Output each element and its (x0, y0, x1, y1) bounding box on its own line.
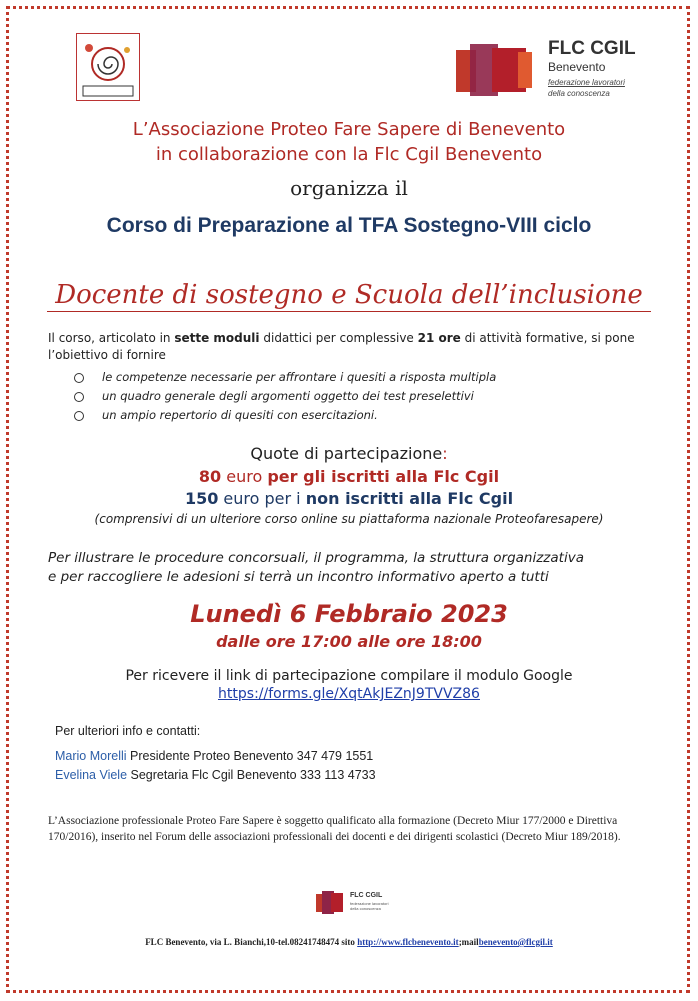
flc-cgil-logo (456, 38, 646, 104)
info-meeting-line-2: e per raccogliere le adesioni si terrà un incontro informativo aperto a tutti (48, 569, 549, 585)
list-item-text: le competenze necessarie per affrontare i quesiti a risposta multipla (102, 370, 497, 384)
fees-title-colon: : (442, 444, 448, 463)
fee-members-amount: 80 (198, 467, 222, 486)
proteo-logo (76, 33, 140, 101)
list-item (74, 406, 634, 425)
fee-members-text: per gli iscritti alla Flc Cgil (267, 467, 500, 486)
association-line-2: in collaborazione con la Flc Cgil Benevento (155, 144, 543, 165)
intro-paragraph (48, 330, 652, 364)
association-line-1: L’Associazione Proteo Fare Sapere di Benevento (132, 119, 566, 140)
flc-tagline-1: federazione lavoratori (548, 78, 625, 87)
course-subtitle: Docente di sostegno e Scuola dell’inclusione (55, 280, 643, 310)
flc-city: Benevento (548, 60, 606, 74)
list-item-text: un quadro generale degli argomenti oggetto dei test preselettivi (102, 389, 474, 403)
contacts-block (55, 722, 615, 785)
mail-link[interactable]: benevento@flcgil.it (478, 937, 553, 947)
link-instructions: Per ricevere il link di partecipazione compilare il modulo Google (125, 668, 573, 684)
fee-non-members (0, 489, 698, 508)
bullet-circle-icon (74, 392, 84, 402)
info-meeting-paragraph (48, 549, 668, 587)
event-date: Lunedì 6 Febbraio 2023 (190, 600, 508, 628)
fee-nonmembers-euro: euro per i (218, 489, 306, 508)
contact-role: Segretaria Flc Cgil Benevento 333 113 4733 (127, 768, 376, 782)
association-heading (0, 117, 698, 167)
contact-role: Presidente Proteo Benevento 347 479 1551 (126, 749, 374, 763)
intro-text-1: Il corso, articolato in (48, 331, 175, 345)
google-form-link[interactable] (0, 686, 698, 702)
bullet-circle-icon (74, 411, 84, 421)
info-meeting-line-1: Per illustrare le procedure concorsuali, il programma, la struttura organizzativa (48, 550, 584, 566)
small-logo-name: FLC CGIL (350, 892, 383, 899)
intro-ore: 21 ore (417, 331, 461, 345)
bullet-circle-icon (74, 373, 84, 383)
contact-row (55, 766, 615, 785)
google-form-url[interactable]: https://forms.gle/XqtAkJEZnJ9TVVZ86 (218, 686, 480, 702)
organizza-text: organizza il (290, 176, 408, 200)
fee-members-euro: euro (221, 467, 268, 486)
list-item-text: un ampio repertorio di quesiti con esercitazioni. (102, 408, 378, 422)
contact-name: Evelina Viele (55, 768, 128, 782)
contacts-title: Per ulteriori info e contatti: (55, 724, 201, 738)
flc-name: FLC CGIL (548, 38, 636, 59)
footer-note: L’Associazione professionale Proteo Fare Sapere è soggetto qualificato alla formazione (Decreto Miur 177/2000 e Direttiva 170/2016), inserito nel Forum delle associazioni professionali dei docenti e dei dirigenti scolastici (Decreto Miur 189/2018). (48, 815, 621, 843)
address-line (0, 937, 698, 947)
small-logo-tag: federazione lavoratori della conoscenza (350, 901, 389, 911)
subtitle-underline (47, 311, 651, 312)
fee-nonmembers-text: non iscritti alla Flc Cgil (305, 489, 514, 508)
site-link[interactable]: http://www.flcbenevento.it (357, 937, 459, 947)
contact-row (55, 747, 615, 766)
intro-moduli: sette moduli (174, 331, 260, 345)
fee-members (0, 467, 698, 486)
fees-title (0, 444, 698, 463)
course-title: Corso di Preparazione al TFA Sostegno-VIII ciclo (106, 214, 592, 237)
list-item (74, 387, 634, 406)
intro-text-3: di attività formative, si pone l’obiettivo di fornire (48, 331, 635, 362)
contact-name: Mario Morelli (55, 749, 127, 763)
fees-title-text: Quote di partecipazione (250, 444, 443, 463)
fee-nonmembers-amount: 150 (184, 489, 219, 508)
flc-cgil-small-logo (316, 888, 396, 920)
list-item (74, 368, 634, 387)
intro-text-2: didattici per complessive (259, 331, 418, 345)
mail-separator: ;mail (458, 937, 479, 947)
fees-note: (comprensivi di un ulteriore corso online su piattaforma nazionale Proteofaresapere) (94, 512, 604, 526)
address-text: FLC Benevento, via L. Bianchi,10-tel.08241748474 sito (145, 937, 358, 947)
event-hours: dalle ore 17:00 alle ore 18:00 (216, 632, 482, 651)
flc-tagline-2: della conoscenza (548, 89, 610, 98)
objectives-list (74, 368, 634, 425)
